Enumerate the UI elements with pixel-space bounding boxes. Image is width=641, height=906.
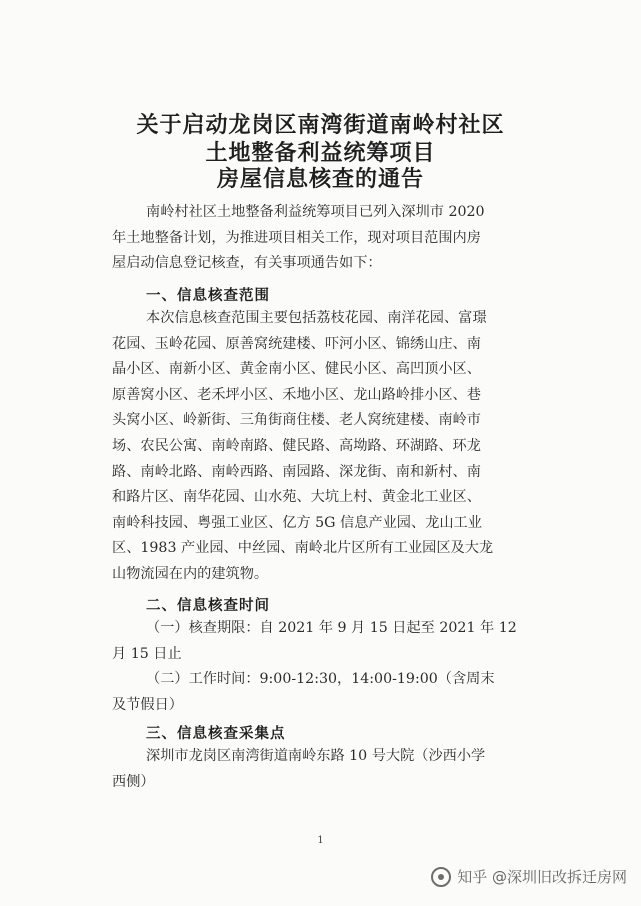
section-2-line: （二）工作时间：9:00-12:30，14:00-19:00（含周末 (146, 671, 495, 688)
section-3-heading: 三、信息核查采集点 (146, 726, 286, 742)
section-2-paragraph (112, 616, 542, 718)
section-1-paragraph (112, 306, 542, 588)
section-1-heading: 一、信息核查范围 (146, 288, 270, 304)
section-3-line: 深圳市龙岗区南湾街道南岭东路 10 号大院（沙西小学 (146, 748, 486, 764)
document-title-line-3: 房屋信息核查的通告 (216, 167, 424, 192)
section-1-line: 花园、玉岭花园、原善窝统建楼、吓河小区、锦绣山庄、南 (112, 335, 481, 352)
intro-line: 南岭村社区土地整备利益统筹项目已列入深圳市 2020 (146, 204, 485, 220)
section-1-line: 场、农民公寓、南岭南路、健民路、高坳路、环湖路、环龙 (112, 437, 481, 454)
section-1-line: 南岭科技园、粤强工业区、亿方 5G 信息产业园、龙山工业 (112, 514, 482, 531)
section-2-heading: 二、信息核查时间 (146, 598, 270, 614)
intro-line: 屋启动信息登记核查，有关事项通告如下： (112, 255, 382, 272)
page-number: 1 (317, 835, 324, 846)
section-1-line: 头窝小区、岭新街、三角街商住楼、老人窝统建楼、南岭市 (112, 412, 481, 429)
section-2-line: 及节假日） (112, 696, 183, 713)
section-1-line: 晶小区、南新小区、黄金南小区、健民小区、高凹顶小区、 (112, 361, 481, 378)
section-1-line: 本次信息核查范围主要包括荔枝花园、南洋花园、富璟 (146, 310, 487, 326)
section-1-line: 原善窝小区、老禾坪小区、禾地小区、龙山路岭排小区、巷 (112, 386, 481, 403)
section-2-line: 月 15 日止 (112, 645, 182, 662)
section-3-paragraph (112, 744, 542, 795)
intro-paragraph (112, 200, 542, 277)
section-2-line: （一）核查期限：自 2021 年 9 月 15 日起至 2021 年 12 (146, 620, 517, 636)
section-1-line: 区、1983 产业园、中丝园、南岭北片区所有工业园区及大龙 (112, 540, 494, 557)
section-1-line: 和路片区、南华花园、山水苑、大坑上村、黄金北工业区、 (112, 489, 481, 506)
section-1-line: 山物流园在内的建筑物。 (112, 565, 269, 582)
document-title-line-2: 土地整备利益统筹项目 (205, 141, 436, 166)
watermark-text: 知乎 @深圳旧改拆迁房网 (457, 868, 627, 886)
section-3-line: 西侧） (112, 773, 155, 790)
watermark (431, 866, 627, 887)
document-title-line-1: 关于启动龙岗区南湾街道南岭村社区 (136, 113, 505, 138)
section-1-line: 路、南岭北路、南岭西路、南园路、深龙街、南和新村、南 (112, 463, 481, 480)
zhihu-watermark-icon (431, 867, 451, 887)
intro-line: 年土地整备计划，为推进项目相关工作，现对项目范围内房 (112, 229, 481, 246)
